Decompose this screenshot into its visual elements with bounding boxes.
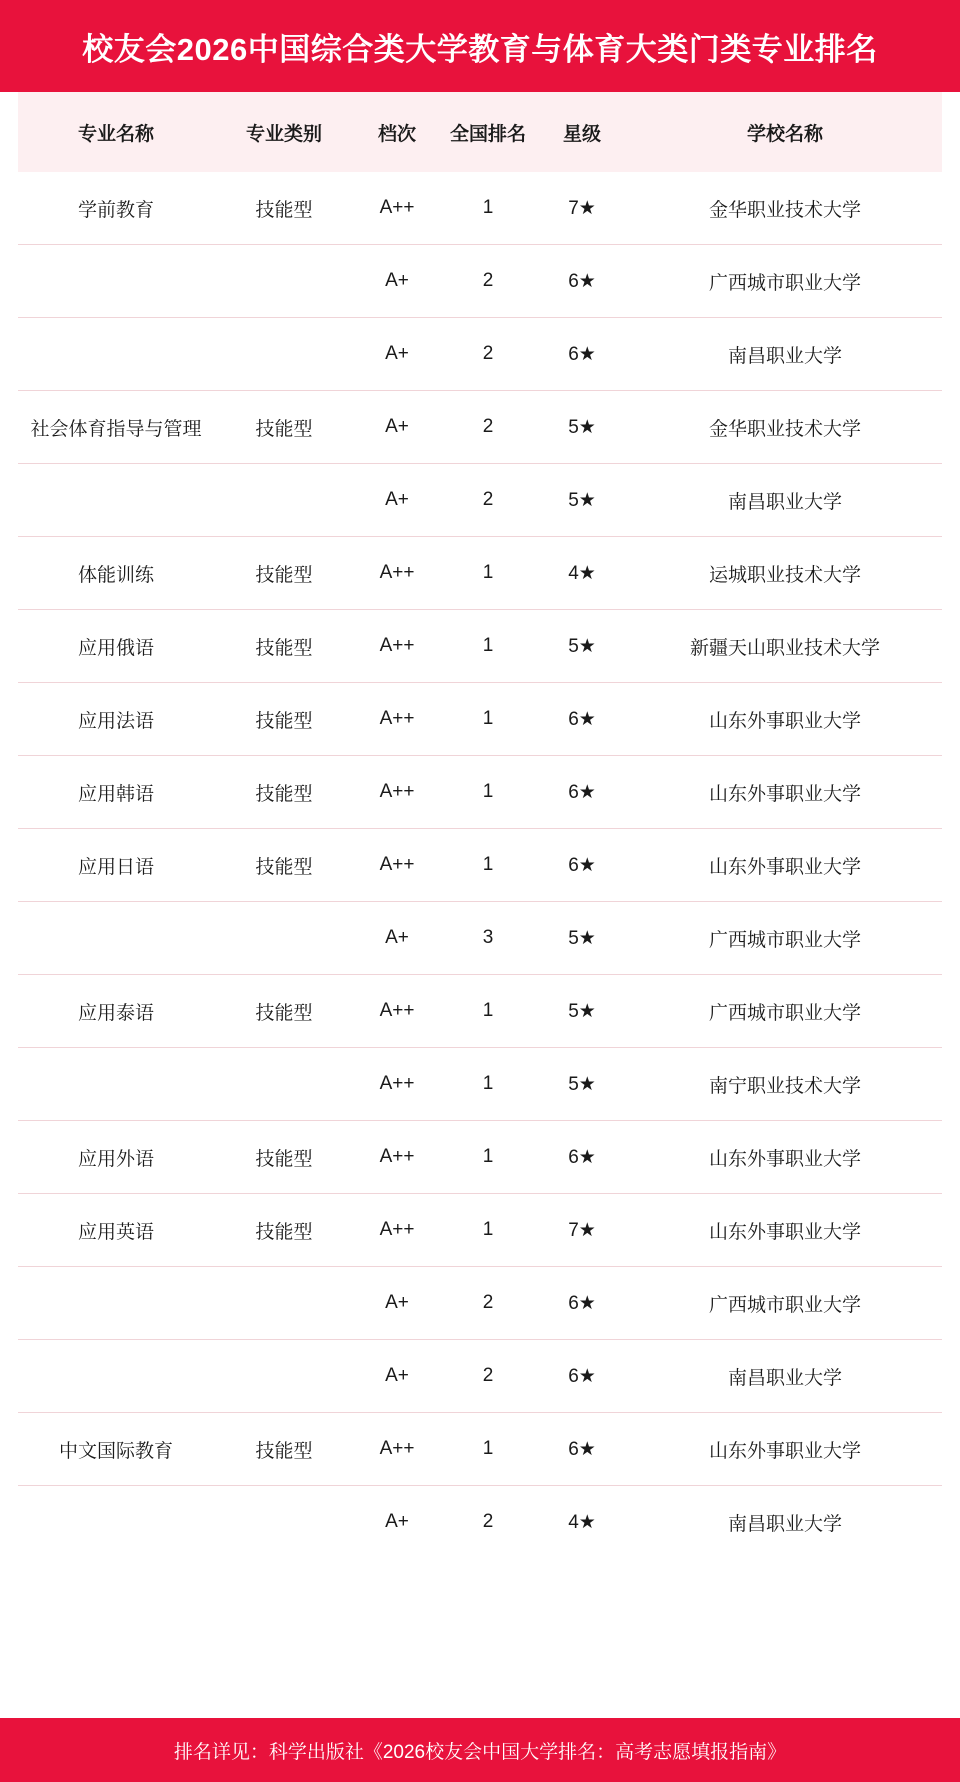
ranking-table (18, 92, 942, 1558)
cell-star: 6★ (536, 1267, 628, 1340)
table-row (18, 902, 942, 975)
cell-school: 金华职业技术大学 (628, 172, 942, 245)
cell-rank: 1 (440, 1048, 536, 1121)
cell-major: 应用俄语 (18, 610, 214, 683)
cell-school: 山东外事职业大学 (628, 1194, 942, 1267)
table-row (18, 537, 942, 610)
cell-rank: 1 (440, 610, 536, 683)
cell-rank: 1 (440, 1194, 536, 1267)
cell-type (214, 245, 354, 318)
cell-school: 广西城市职业大学 (628, 1267, 942, 1340)
column-header-star: 星级 (536, 92, 628, 172)
table-row (18, 1486, 942, 1559)
cell-rank: 1 (440, 683, 536, 756)
cell-rank: 2 (482, 1511, 494, 1532)
cell-rank: 2 (440, 245, 536, 318)
cell-major (18, 464, 214, 537)
cell-major (18, 1340, 214, 1413)
cell-school: 广西城市职业大学 (628, 245, 942, 318)
cell-star: 6★ (536, 683, 628, 756)
table-header (18, 92, 942, 172)
page-title: 校友会2026中国综合类大学教育与体育大类门类专业排名 (82, 31, 878, 67)
cell-tier: A++ (354, 756, 440, 829)
table-row (18, 610, 942, 683)
cell-tier: A++ (354, 1413, 440, 1486)
cell-tier: A+ (385, 1511, 409, 1532)
cell-school: 山东外事职业大学 (628, 756, 942, 829)
cell-star: 6★ (536, 318, 628, 391)
table-row (18, 1121, 942, 1194)
cell-tier: A++ (354, 829, 440, 902)
cell-school: 广西城市职业大学 (628, 975, 942, 1048)
cell-school: 新疆天山职业技术大学 (628, 610, 942, 683)
cell-star: 6★ (536, 1340, 628, 1413)
table-row (18, 829, 942, 902)
cell-rank: 1 (440, 829, 536, 902)
cell-major (18, 1048, 214, 1121)
cell-tier: A++ (354, 610, 440, 683)
cell-school: 南昌职业大学 (628, 1340, 942, 1413)
cell-rank: 1 (440, 537, 536, 610)
cell-type: 技能型 (214, 829, 354, 902)
column-header-school: 学校名称 (628, 92, 942, 172)
cell-major: 社会体育指导与管理 (18, 391, 214, 464)
cell-rank: 1 (440, 756, 536, 829)
cell-star: 5★ (536, 464, 628, 537)
cell-star: 5★ (536, 975, 628, 1048)
column-header-type: 专业类别 (214, 92, 354, 172)
cell-major: 应用法语 (18, 683, 214, 756)
table-row (18, 464, 942, 537)
cell-tier: A++ (354, 1121, 440, 1194)
column-header-rank: 全国排名 (440, 92, 536, 172)
table-row (18, 1340, 942, 1413)
cell-tier: A+ (354, 391, 440, 464)
page-title-bar (0, 0, 960, 92)
cell-major: 应用日语 (18, 829, 214, 902)
cell-tier: A+ (354, 318, 440, 391)
cell-type: 技能型 (214, 975, 354, 1048)
cell-tier: A+ (354, 1340, 440, 1413)
table-row (18, 1194, 942, 1267)
cell-type (214, 464, 354, 537)
cell-major (18, 902, 214, 975)
cell-major (18, 1267, 214, 1340)
cell-school: 山东外事职业大学 (628, 1413, 942, 1486)
cell-star: 4★ (568, 1511, 596, 1533)
cell-star: 6★ (536, 245, 628, 318)
cell-type: 技能型 (214, 391, 354, 464)
cell-type (214, 1340, 354, 1413)
table-row (18, 756, 942, 829)
cell-major: 中文国际教育 (18, 1413, 214, 1486)
cell-school: 南宁职业技术大学 (628, 1048, 942, 1121)
cell-star: 6★ (536, 756, 628, 829)
cell-major: 学前教育 (18, 172, 214, 245)
cell-school: 山东外事职业大学 (628, 1121, 942, 1194)
cell-tier: A++ (354, 537, 440, 610)
cell-tier: A++ (354, 975, 440, 1048)
cell-type (214, 1048, 354, 1121)
cell-star: 5★ (536, 610, 628, 683)
table-row (18, 683, 942, 756)
cell-major: 体能训练 (18, 537, 214, 610)
cell-tier: A++ (354, 683, 440, 756)
cell-tier: A++ (354, 1048, 440, 1121)
table-row (18, 1413, 942, 1486)
cell-type: 技能型 (214, 756, 354, 829)
cell-school: 山东外事职业大学 (628, 829, 942, 902)
cell-major: 应用泰语 (18, 975, 214, 1048)
column-header-tier: 档次 (354, 92, 440, 172)
cell-type: 技能型 (214, 1121, 354, 1194)
cell-type (214, 1486, 354, 1559)
cell-school: 山东外事职业大学 (628, 683, 942, 756)
cell-rank: 2 (440, 1340, 536, 1413)
cell-star: 7★ (536, 172, 628, 245)
cell-star: 5★ (536, 902, 628, 975)
cell-school: 运城职业技术大学 (628, 537, 942, 610)
cell-star: 6★ (536, 1121, 628, 1194)
footer-bar (0, 1718, 960, 1782)
cell-major (18, 318, 214, 391)
table-row (18, 975, 942, 1048)
cell-major: 应用韩语 (18, 756, 214, 829)
cell-rank: 1 (440, 975, 536, 1048)
ranking-table-container (0, 92, 960, 1718)
cell-rank: 2 (440, 1267, 536, 1340)
cell-rank: 3 (440, 902, 536, 975)
cell-major: 应用外语 (18, 1121, 214, 1194)
table-row (18, 1267, 942, 1340)
cell-star: 6★ (536, 829, 628, 902)
cell-rank: 1 (440, 1121, 536, 1194)
cell-rank: 2 (440, 391, 536, 464)
cell-school: 南昌职业大学 (628, 318, 942, 391)
cell-school: 金华职业技术大学 (628, 391, 942, 464)
cell-tier: A+ (354, 464, 440, 537)
cell-school: 广西城市职业大学 (628, 902, 942, 975)
cell-star: 4★ (536, 537, 628, 610)
table-row (18, 172, 942, 245)
cell-tier: A++ (354, 1194, 440, 1267)
cell-star: 6★ (536, 1413, 628, 1486)
table-row (18, 391, 942, 464)
cell-major (18, 1486, 214, 1559)
cell-tier: A+ (354, 902, 440, 975)
cell-major (18, 245, 214, 318)
cell-rank: 2 (440, 318, 536, 391)
cell-type: 技能型 (214, 1194, 354, 1267)
cell-type: 技能型 (214, 1413, 354, 1486)
table-body (18, 172, 942, 1558)
cell-star: 5★ (536, 1048, 628, 1121)
cell-type (214, 318, 354, 391)
table-header-row (18, 92, 942, 172)
table-row (18, 318, 942, 391)
cell-type (214, 902, 354, 975)
cell-school: 南昌职业大学 (628, 464, 942, 537)
cell-type: 技能型 (214, 172, 354, 245)
cell-type: 技能型 (214, 537, 354, 610)
table-row (18, 1048, 942, 1121)
cell-star: 5★ (536, 391, 628, 464)
cell-type: 技能型 (214, 683, 354, 756)
cell-rank: 1 (440, 1413, 536, 1486)
cell-school: 南昌职业大学 (727, 1513, 842, 1535)
cell-star: 7★ (536, 1194, 628, 1267)
cell-rank: 2 (440, 464, 536, 537)
cell-type (214, 1267, 354, 1340)
column-header-major: 专业名称 (18, 92, 214, 172)
cell-major: 应用英语 (18, 1194, 214, 1267)
cell-type: 技能型 (214, 610, 354, 683)
cell-tier: A++ (354, 172, 440, 245)
cell-tier: A+ (354, 1267, 440, 1340)
cell-rank: 1 (440, 172, 536, 245)
cell-tier: A+ (354, 245, 440, 318)
footer-note: 排名详见：科学出版社《2026校友会中国大学排名：高考志愿填报指南》 (173, 1741, 787, 1763)
table-row (18, 245, 942, 318)
